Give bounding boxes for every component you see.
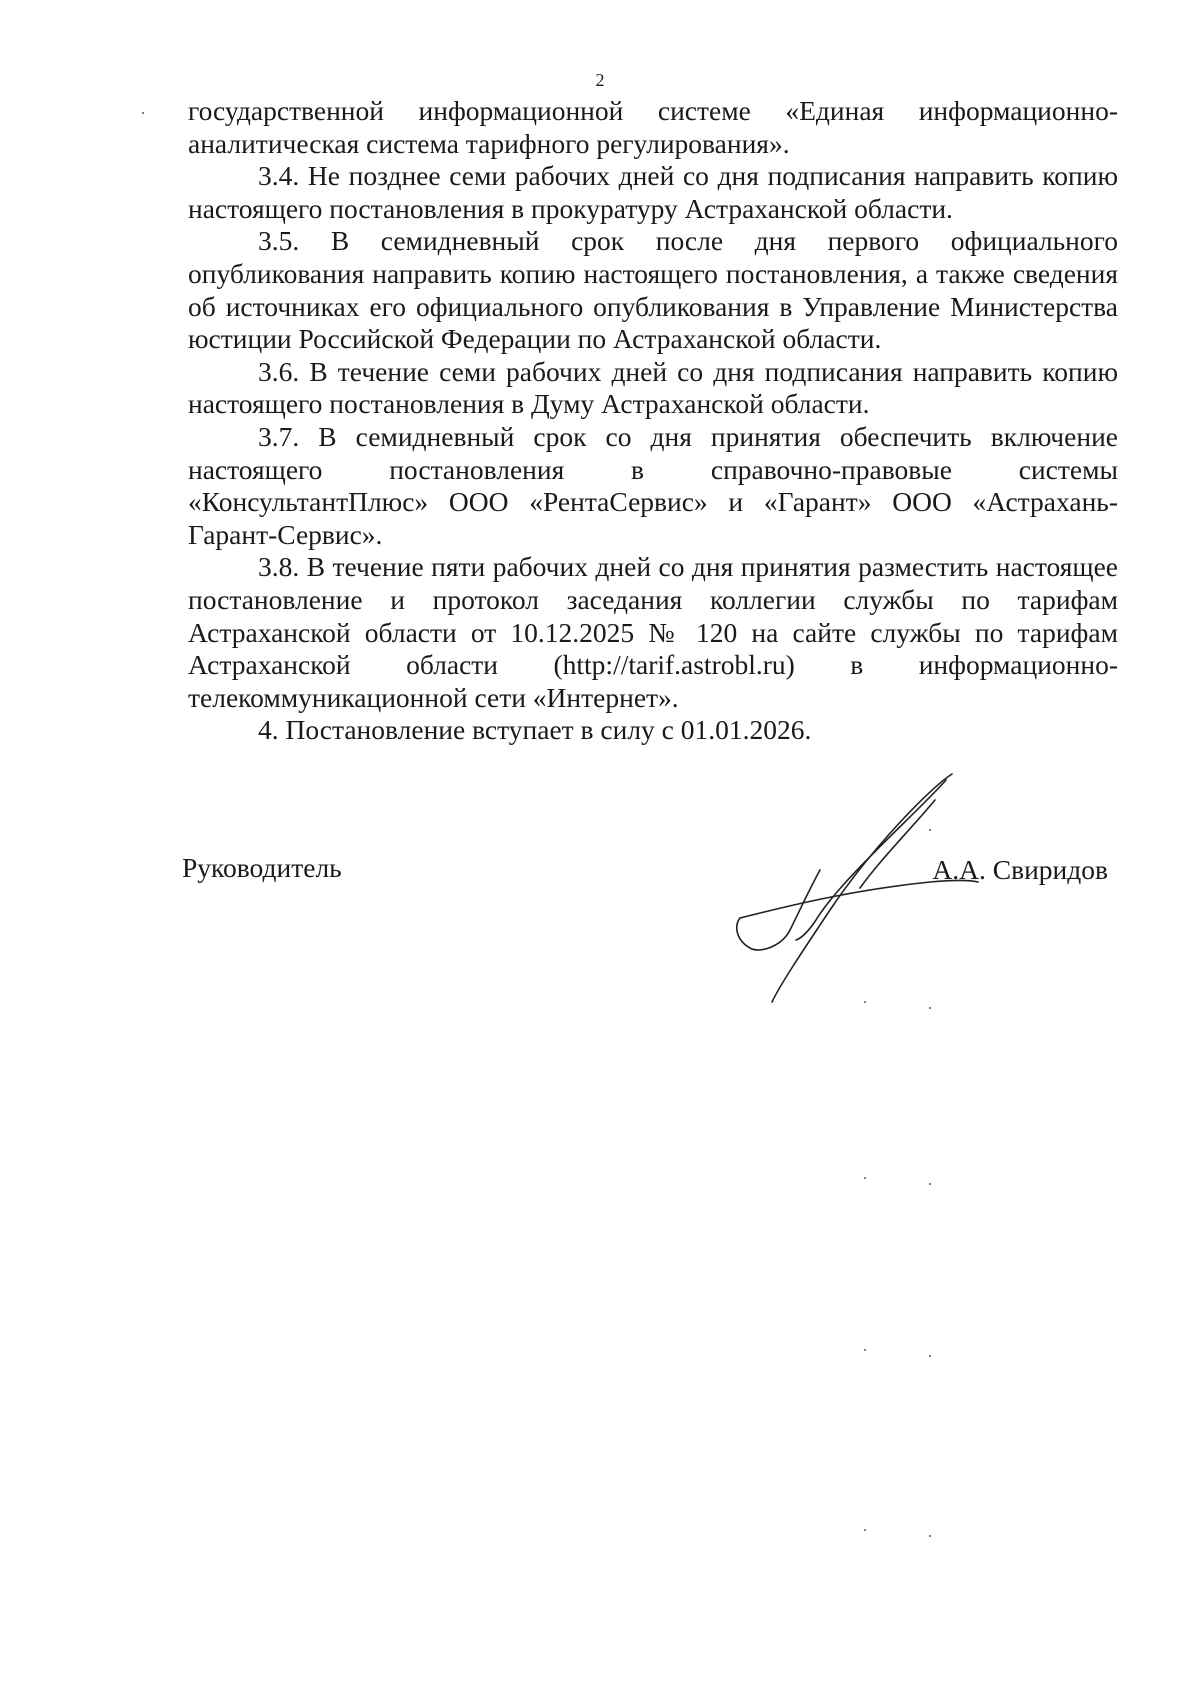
paragraph-3-4: 3.4. Не позднее семи рабочих дней со дня подписания направить копию настоящего постановления в прокуратуру Астраханской области. [188, 160, 1118, 224]
paragraph-continuation: государственной информационной системе «Единая информационно-аналитическая система тарифного регулирования». [188, 95, 1118, 159]
paragraph-4: 4. Постановление вступает в силу с 01.01.2026. [258, 714, 812, 746]
paragraph-3-8: 3.8. В течение пяти рабочих дней со дня принятия разместить настоящее постановление и протокол заседания коллегии службы по тарифам Астраханской области от 10.12.2025 № 120 на сайте службы по тарифам Астраханской области (http://tarif.astrobl.ru) в информационно-телекоммуникационной сети «Интернет». [188, 551, 1118, 713]
paragraph-3-5: 3.5. В семидневный срок после дня первого официального опубликования направить копию настоящего постановления, а также сведения об источниках его официального опубликования в Управление Министерства юстиции Российской Федерации по Астраханской области. [188, 225, 1118, 355]
paragraph-3-7: 3.7. В семидневный срок со дня принятия обеспечить включение настоящего постановления в справочно-правовые системы «КонсультантПлюс» ООО «РентаСервис» и «Гарант» ООО «Астрахань-Гарант-Сервис». [188, 420, 1118, 550]
paragraph-3-6: 3.6. В течение семи рабочих дней со дня подписания направить копию настоящего постановления в Думу Астраханской области. [188, 355, 1118, 420]
page-number: 2 [595, 70, 605, 90]
signatory-name: А.А. Свиридов [932, 854, 1108, 885]
signatory-position: Руководитель [182, 852, 342, 883]
